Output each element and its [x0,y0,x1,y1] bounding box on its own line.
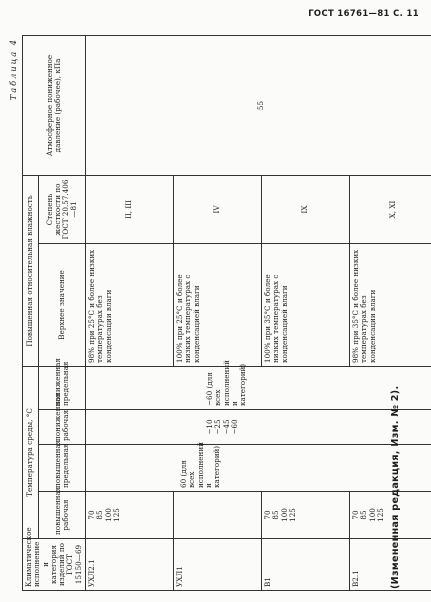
humidity-cell: 98% при 35°С и более низких температурах без конденсации влаги [349,243,431,366]
low-limit-cell [85,360,431,409]
low-limit-note: −60 (для всех исполнений и категорий) [204,360,248,406]
degree-cell: IV [173,175,261,243]
requirements-table [22,35,431,591]
climatic-cell: В1 [261,539,349,591]
table-row [85,35,173,590]
header-climatic: Климатическое исполнение и категория изделий по ГОСТ 15150—69 [23,539,86,591]
header-high-limit: повышенная предельная [39,445,86,492]
climatic-cell: В2.1 [349,539,431,591]
high-limit-cell [85,442,431,492]
header-humidity-upper: Верхнее значение [39,243,86,366]
pressure-cell: 55 [85,35,431,175]
header-humidity: Повышенная относительная влажность [23,175,39,366]
header-pressure: Атмосферное пониженное давление (рабочее), кПа [23,35,86,175]
humidity-cell: 100% при 35°С и более низких температурах с конденсацией влаги [261,243,349,366]
climatic-cell: УХЛ2.1 [85,539,173,591]
rotated-table-area [8,32,419,595]
header-temperature: Температура среды, °С [23,366,39,538]
header-high-work: повышенная рабочая [39,492,86,539]
humidity-cell: 98% при 25°С и более низких температурах без конденсации влаги [85,243,173,366]
header-severity-degree: Степень жесткости по ГОСТ 20.57.406—81 [39,175,86,243]
humidity-cell: 100% при 25°С и более низких температурах с конденсацией влаги [173,243,261,366]
degree-cell: II, III [85,175,173,243]
header-low-limit: пониженная предельная [39,366,86,409]
climatic-cell: УХЛ1 [173,539,261,591]
low-work-cell: −10 −25 −45 −60 [85,410,431,445]
degree-cell: X, XI [349,175,431,243]
high-work-cell: 70 85 100 125 [261,492,349,539]
high-work-cell: 70 85 100 125 [85,492,173,539]
high-work-cell: 70 85 100 125 [349,492,431,539]
high-work-cell [173,492,261,539]
high-limit-note: 60 (для всех исполнений и категорий) [178,442,222,488]
amendment-note: (Измененная редакция, Изм. № 2). [390,385,401,589]
degree-cell: IX [261,175,349,243]
page-header: ГОСТ 16761—81 С. 11 [308,8,419,18]
table-label: Таблица 4 [8,38,18,101]
header-low-work: пониженная рабочая [39,410,86,445]
